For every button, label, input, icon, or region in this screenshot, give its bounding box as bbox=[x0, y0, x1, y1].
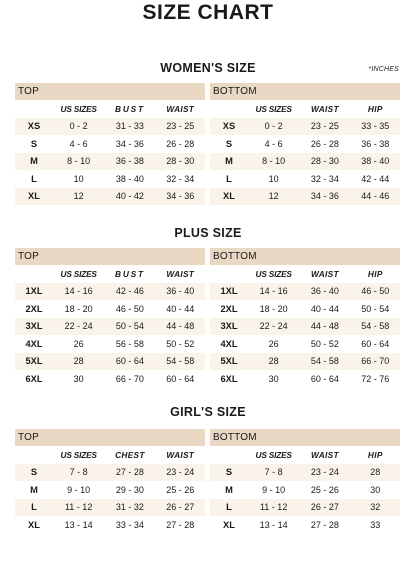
column-header: US SIZES bbox=[255, 449, 292, 460]
table-header-label: BOTTOM bbox=[210, 248, 400, 265]
table-row bbox=[210, 464, 400, 482]
table-cell: 23 - 24 bbox=[156, 464, 205, 482]
table-cell: 28 bbox=[53, 353, 104, 371]
table-cell: 18 - 20 bbox=[259, 303, 288, 314]
table-cell: 0 - 2 bbox=[248, 118, 299, 136]
table-cell: 28 bbox=[248, 353, 299, 371]
size-label: M bbox=[30, 484, 38, 495]
table-cell: 33 - 35 bbox=[351, 118, 400, 136]
table-cell: 31 - 32 bbox=[104, 499, 155, 517]
column-header: WAIST bbox=[166, 268, 195, 279]
table-cell: 32 bbox=[351, 499, 400, 517]
table-cell: 26 - 28 bbox=[166, 138, 195, 149]
column-header: WAIST bbox=[166, 103, 195, 114]
table-header-label: BOTTOM bbox=[210, 83, 400, 100]
table-cell: 13 - 14 bbox=[64, 519, 93, 530]
size-label: 6XL bbox=[220, 373, 238, 384]
table-cell: 26 bbox=[268, 338, 279, 349]
column-header bbox=[15, 265, 53, 283]
table-cell: 7 - 8 bbox=[53, 464, 104, 482]
size-label: 1XL bbox=[15, 283, 53, 301]
table-row bbox=[210, 118, 400, 136]
table-cell: 34 - 36 bbox=[115, 138, 144, 149]
size-label: S bbox=[30, 138, 38, 149]
table-cell: 14 - 16 bbox=[248, 283, 299, 301]
table-cell: 36 - 38 bbox=[104, 153, 155, 171]
section-title-plus: PLUS SIZE bbox=[174, 226, 242, 240]
table-cell: 72 - 76 bbox=[361, 373, 390, 384]
size-label: M bbox=[225, 484, 233, 495]
table-cell: 42 - 44 bbox=[361, 173, 390, 184]
table-row bbox=[15, 464, 205, 482]
table-row bbox=[210, 499, 400, 517]
table-header bbox=[210, 429, 400, 446]
column-header: WAIST bbox=[311, 449, 339, 460]
table-cell: 11 - 12 bbox=[53, 499, 104, 517]
size-label: XL bbox=[28, 519, 40, 530]
table-row bbox=[210, 153, 400, 171]
table-row bbox=[15, 283, 205, 301]
table-cell: 44 - 46 bbox=[351, 188, 400, 206]
table-cell: 18 - 20 bbox=[64, 303, 93, 314]
table-cell: 26 bbox=[73, 338, 84, 349]
size-label: XS bbox=[15, 118, 53, 136]
table-row bbox=[210, 353, 400, 371]
table-cell: 50 - 52 bbox=[310, 338, 339, 349]
table-header bbox=[15, 83, 205, 100]
table-cell: 25 - 26 bbox=[166, 484, 195, 495]
table-row bbox=[210, 370, 400, 388]
table-cell: 10 bbox=[73, 173, 84, 184]
table-cell: 12 bbox=[53, 188, 104, 206]
table-header bbox=[15, 248, 205, 265]
table-cell: 33 - 34 bbox=[115, 519, 144, 530]
table-cell: 28 - 30 bbox=[299, 153, 350, 171]
size-label: S bbox=[225, 138, 233, 149]
table-row bbox=[15, 335, 205, 353]
table-row bbox=[15, 499, 205, 517]
womens-tables bbox=[15, 83, 400, 205]
table-cell: 54 - 58 bbox=[351, 318, 400, 336]
table-cell: 22 - 24 bbox=[248, 318, 299, 336]
table-row bbox=[210, 516, 400, 534]
table-cell: 42 - 46 bbox=[104, 283, 155, 301]
table-cell: 38 - 40 bbox=[115, 173, 144, 184]
table-row bbox=[210, 481, 400, 499]
table-cell: 25 - 26 bbox=[310, 484, 339, 495]
table-cell: 31 - 33 bbox=[104, 118, 155, 136]
table-row bbox=[210, 188, 400, 206]
table-row bbox=[210, 170, 400, 188]
table-cell: 44 - 48 bbox=[156, 318, 205, 336]
table-row bbox=[15, 188, 205, 206]
size-label: S bbox=[210, 464, 248, 482]
table-cell: 60 - 64 bbox=[166, 373, 195, 384]
table-cell: 22 - 24 bbox=[53, 318, 104, 336]
size-label: M bbox=[15, 153, 53, 171]
column-headers bbox=[210, 100, 400, 118]
column-header: WAIST bbox=[166, 449, 195, 460]
table-cell: 38 - 40 bbox=[351, 153, 400, 171]
size-label: 4XL bbox=[220, 338, 238, 349]
table-header-label: BOTTOM bbox=[210, 429, 400, 446]
table-cell: 60 - 64 bbox=[104, 353, 155, 371]
table-cell: 11 - 12 bbox=[248, 499, 299, 517]
table-cell: 23 - 25 bbox=[299, 118, 350, 136]
size-label: 1XL bbox=[210, 283, 248, 301]
size-label: XL bbox=[223, 519, 235, 530]
table-cell: 26 - 27 bbox=[156, 499, 205, 517]
table-cell: 13 - 14 bbox=[259, 519, 288, 530]
table-row bbox=[15, 153, 205, 171]
size-label: 3XL bbox=[210, 318, 248, 336]
table-row bbox=[15, 318, 205, 336]
size-label: XL bbox=[210, 188, 248, 206]
table-row bbox=[210, 335, 400, 353]
table-cell: 4 - 6 bbox=[264, 138, 283, 149]
column-headers bbox=[15, 265, 205, 283]
table-row bbox=[15, 353, 205, 371]
table-header-label: TOP bbox=[15, 83, 205, 100]
table-cell: 26 - 27 bbox=[299, 499, 350, 517]
size-label: 5XL bbox=[15, 353, 53, 371]
table-cell: 8 - 10 bbox=[53, 153, 104, 171]
womens-top-table bbox=[15, 83, 205, 205]
table-cell: 0 - 2 bbox=[53, 118, 104, 136]
table-row bbox=[15, 170, 205, 188]
table-cell: 50 - 54 bbox=[104, 318, 155, 336]
size-label: M bbox=[210, 153, 248, 171]
table-cell: 4 - 6 bbox=[69, 138, 88, 149]
table-row bbox=[210, 135, 400, 153]
size-label: L bbox=[31, 173, 37, 184]
table-cell: 56 - 58 bbox=[115, 338, 144, 349]
size-label: XL bbox=[15, 188, 53, 206]
table-cell: 28 - 30 bbox=[156, 153, 205, 171]
section-title-womens: WOMEN'S SIZE bbox=[160, 61, 256, 75]
column-header bbox=[15, 446, 53, 464]
table-cell: 30 bbox=[268, 373, 279, 384]
table-cell: 23 - 24 bbox=[299, 464, 350, 482]
column-headers bbox=[15, 100, 205, 118]
plus-bottom-table bbox=[210, 248, 400, 388]
table-cell: 36 - 38 bbox=[361, 138, 390, 149]
table-cell: 46 - 50 bbox=[351, 283, 400, 301]
column-headers bbox=[210, 446, 400, 464]
size-label: 3XL bbox=[15, 318, 53, 336]
size-label: L bbox=[210, 499, 248, 517]
table-cell: 34 - 36 bbox=[156, 188, 205, 206]
column-header bbox=[15, 100, 53, 118]
column-headers bbox=[15, 446, 205, 464]
table-header-label: TOP bbox=[15, 248, 205, 265]
plus-tables bbox=[15, 248, 400, 388]
table-cell: 54 - 58 bbox=[156, 353, 205, 371]
table-row bbox=[15, 516, 205, 534]
column-header: BUST bbox=[115, 268, 145, 279]
size-label: S bbox=[15, 464, 53, 482]
column-header: HIP bbox=[367, 268, 383, 279]
table-cell: 66 - 70 bbox=[351, 353, 400, 371]
table-cell: 36 - 40 bbox=[299, 283, 350, 301]
table-cell: 27 - 28 bbox=[310, 519, 339, 530]
table-cell: 32 - 34 bbox=[166, 173, 195, 184]
unit-note: *INCHES bbox=[368, 66, 399, 73]
table-cell: 12 bbox=[248, 188, 299, 206]
column-header: US SIZES bbox=[60, 268, 97, 279]
column-header: US SIZES bbox=[255, 268, 292, 279]
table-cell: 36 - 40 bbox=[156, 283, 205, 301]
girls-top-table bbox=[15, 429, 205, 534]
girls-tables bbox=[15, 429, 400, 534]
table-row bbox=[210, 283, 400, 301]
table-cell: 27 - 28 bbox=[104, 464, 155, 482]
table-header-label: TOP bbox=[15, 429, 205, 446]
page-title: SIZE CHART bbox=[142, 1, 274, 24]
table-row bbox=[210, 318, 400, 336]
size-label: L bbox=[15, 499, 53, 517]
table-row bbox=[15, 135, 205, 153]
column-header bbox=[210, 265, 248, 283]
table-cell: 29 - 30 bbox=[115, 484, 144, 495]
table-cell: 32 - 34 bbox=[310, 173, 339, 184]
girls-bottom-table bbox=[210, 429, 400, 534]
table-cell: 28 bbox=[351, 464, 400, 482]
table-cell: 46 - 50 bbox=[115, 303, 144, 314]
table-cell: 40 - 42 bbox=[104, 188, 155, 206]
table-cell: 33 bbox=[370, 519, 381, 530]
table-cell: 40 - 44 bbox=[310, 303, 339, 314]
table-cell: 30 bbox=[73, 373, 84, 384]
table-cell: 27 - 28 bbox=[166, 519, 195, 530]
table-row bbox=[15, 481, 205, 499]
table-cell: 40 - 44 bbox=[166, 303, 195, 314]
table-cell: 7 - 8 bbox=[248, 464, 299, 482]
table-cell: 23 - 25 bbox=[156, 118, 205, 136]
table-cell: 50 - 52 bbox=[166, 338, 195, 349]
column-header: WAIST bbox=[311, 268, 339, 279]
column-header: WAIST bbox=[311, 103, 339, 114]
table-cell: 54 - 58 bbox=[299, 353, 350, 371]
column-header: US SIZES bbox=[60, 449, 97, 460]
table-cell: 30 bbox=[370, 484, 381, 495]
column-header: US SIZES bbox=[60, 103, 97, 114]
column-header bbox=[210, 100, 248, 118]
section-title-girls: GIRL'S SIZE bbox=[170, 405, 246, 419]
column-header: US SIZES bbox=[255, 103, 292, 114]
womens-bottom-table bbox=[210, 83, 400, 205]
table-cell: 66 - 70 bbox=[115, 373, 144, 384]
table-header bbox=[15, 429, 205, 446]
table-cell: 60 - 64 bbox=[310, 373, 339, 384]
table-row bbox=[15, 370, 205, 388]
table-cell: 60 - 64 bbox=[361, 338, 390, 349]
table-row bbox=[15, 300, 205, 318]
size-label: 5XL bbox=[210, 353, 248, 371]
size-label: 4XL bbox=[25, 338, 43, 349]
size-label: L bbox=[226, 173, 232, 184]
table-header bbox=[210, 248, 400, 265]
column-header bbox=[210, 446, 248, 464]
table-cell: 8 - 10 bbox=[248, 153, 299, 171]
plus-top-table bbox=[15, 248, 205, 388]
table-cell: 10 bbox=[268, 173, 279, 184]
column-header: BUST bbox=[115, 103, 145, 114]
table-cell: 34 - 36 bbox=[299, 188, 350, 206]
table-header bbox=[210, 83, 400, 100]
table-row bbox=[15, 118, 205, 136]
column-headers bbox=[210, 265, 400, 283]
column-header: HIP bbox=[367, 103, 383, 114]
table-cell: 44 - 48 bbox=[299, 318, 350, 336]
table-cell: 50 - 54 bbox=[361, 303, 390, 314]
table-cell: 9 - 10 bbox=[67, 484, 91, 495]
size-label: 2XL bbox=[220, 303, 238, 314]
table-cell: 14 - 16 bbox=[53, 283, 104, 301]
table-row bbox=[210, 300, 400, 318]
size-label: 6XL bbox=[25, 373, 43, 384]
column-header: CHEST bbox=[115, 449, 145, 460]
table-cell: 26 - 28 bbox=[310, 138, 339, 149]
column-header: HIP bbox=[367, 449, 383, 460]
table-cell: 9 - 10 bbox=[262, 484, 286, 495]
size-label: XS bbox=[210, 118, 248, 136]
size-label: 2XL bbox=[25, 303, 43, 314]
